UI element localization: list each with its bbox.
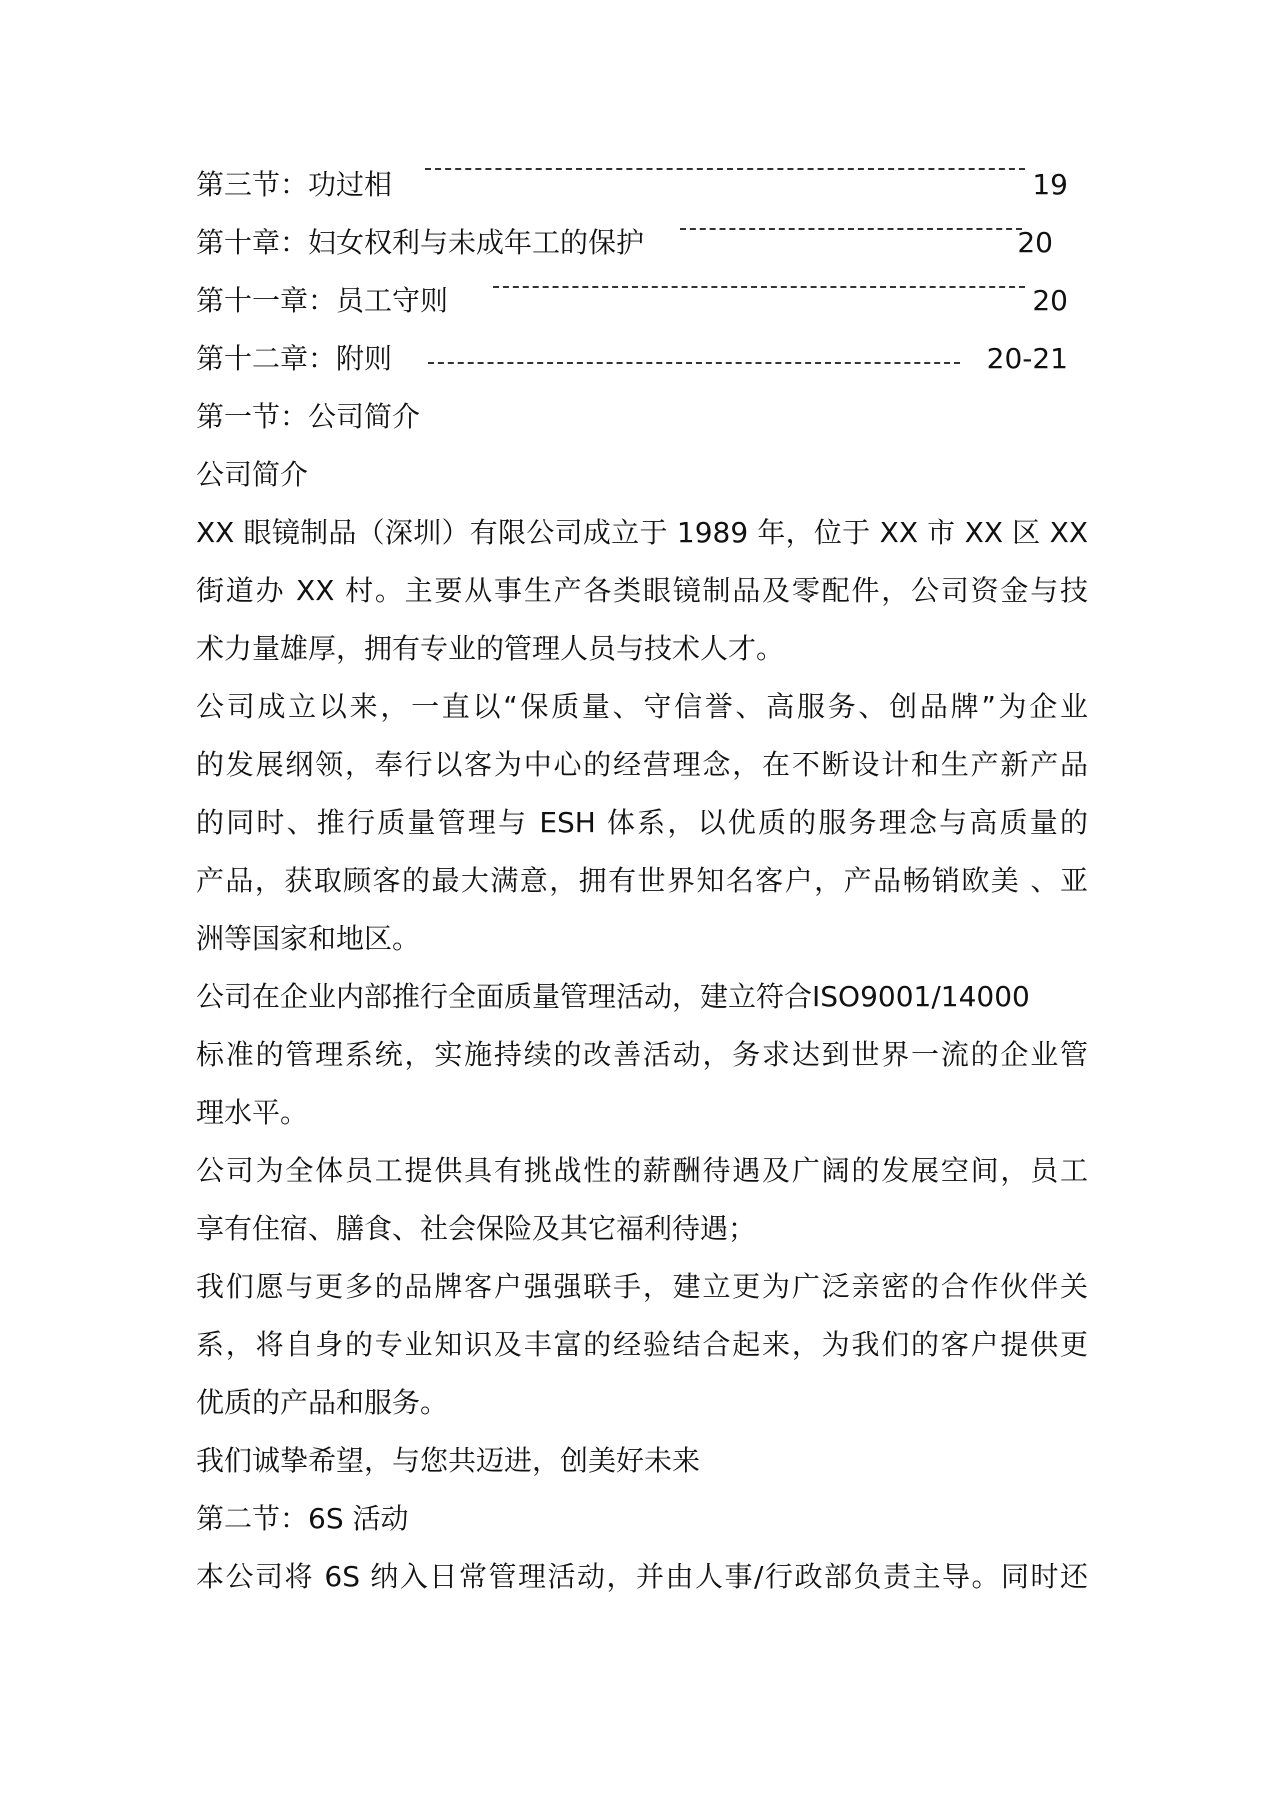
paragraph-line: 本公司将 6S 纳入日常管理活动，并由人事/行政部负责主导。同时还: [196, 1560, 1088, 1593]
toc-leader-dots: [680, 228, 1022, 230]
toc-entry-page: 20-21: [986, 342, 1068, 375]
paragraph-line: 理水平。: [196, 1096, 309, 1129]
section-heading: 第二节：6S 活动: [196, 1502, 409, 1535]
paragraph-line: 街道办 XX 村。主要从事生产各类眼镜制品及零配件，公司资金与技: [196, 574, 1088, 607]
paragraph-line: XX 眼镜制品（深圳）有限公司成立于 1989 年，位于 XX 市 XX 区 XX: [196, 516, 1088, 549]
toc-entry-title: 第十二章：附则: [196, 342, 393, 375]
paragraph-line: 系，将自身的专业知识及丰富的经验结合起来，为我们的客户提供更: [196, 1328, 1088, 1361]
toc-leader-dots: [493, 286, 1025, 288]
paragraph-line: 我们愿与更多的品牌客户强强联手，建立更为广泛亲密的合作伙伴关: [196, 1270, 1088, 1303]
toc-entry-title: 第三节：功过相: [196, 168, 393, 201]
paragraph-line: 公司为全体员工提供具有挑战性的薪酬待遇及广阔的发展空间，员工: [196, 1154, 1088, 1187]
toc-entry-page: 20: [1032, 284, 1068, 317]
toc-entry-page: 20: [1017, 226, 1053, 259]
paragraph-line: 的同时、推行质量管理与 ESH 体系，以优质的服务理念与高质量的: [196, 806, 1088, 839]
paragraph-line: 公司成立以来，一直以“保质量、守信誉、高服务、创品牌”为企业: [196, 690, 1088, 723]
paragraph-line: 产品，获取顾客的最大满意，拥有世界知名客户，产品畅销欧美 、亚: [196, 864, 1088, 897]
section-subheading: 公司简介: [196, 458, 309, 491]
paragraph-line: 术力量雄厚，拥有专业的管理人员与技术人才。: [196, 632, 785, 665]
paragraph-line: 公司在企业内部推行全面质量管理活动，建立符合ISO9001/14000: [196, 980, 1030, 1013]
paragraph-line: 享有住宿、膳食、社会保险及其它福利待遇；: [196, 1212, 757, 1245]
paragraph-line: 标准的管理系统，实施持续的改善活动，务求达到世界一流的企业管: [196, 1038, 1088, 1071]
paragraph-line: 洲等国家和地区。: [196, 922, 421, 955]
toc-entry-title: 第十一章：员工守则: [196, 284, 449, 317]
toc-entry-title: 第十章：妇女权利与未成年工的保护: [196, 226, 645, 259]
toc-entry-page: 19: [1032, 168, 1068, 201]
toc-leader-dots: [428, 362, 960, 364]
paragraph-line: 优质的产品和服务。: [196, 1386, 449, 1419]
toc-leader-dots: [425, 168, 1025, 170]
section-heading: 第一节：公司简介: [196, 400, 421, 433]
paragraph-line: 我们诚挚希望，与您共迈进，创美好未来: [196, 1444, 701, 1477]
paragraph-line: 的发展纲领，奉行以客为中心的经营理念，在不断设计和生产新产品: [196, 748, 1088, 781]
